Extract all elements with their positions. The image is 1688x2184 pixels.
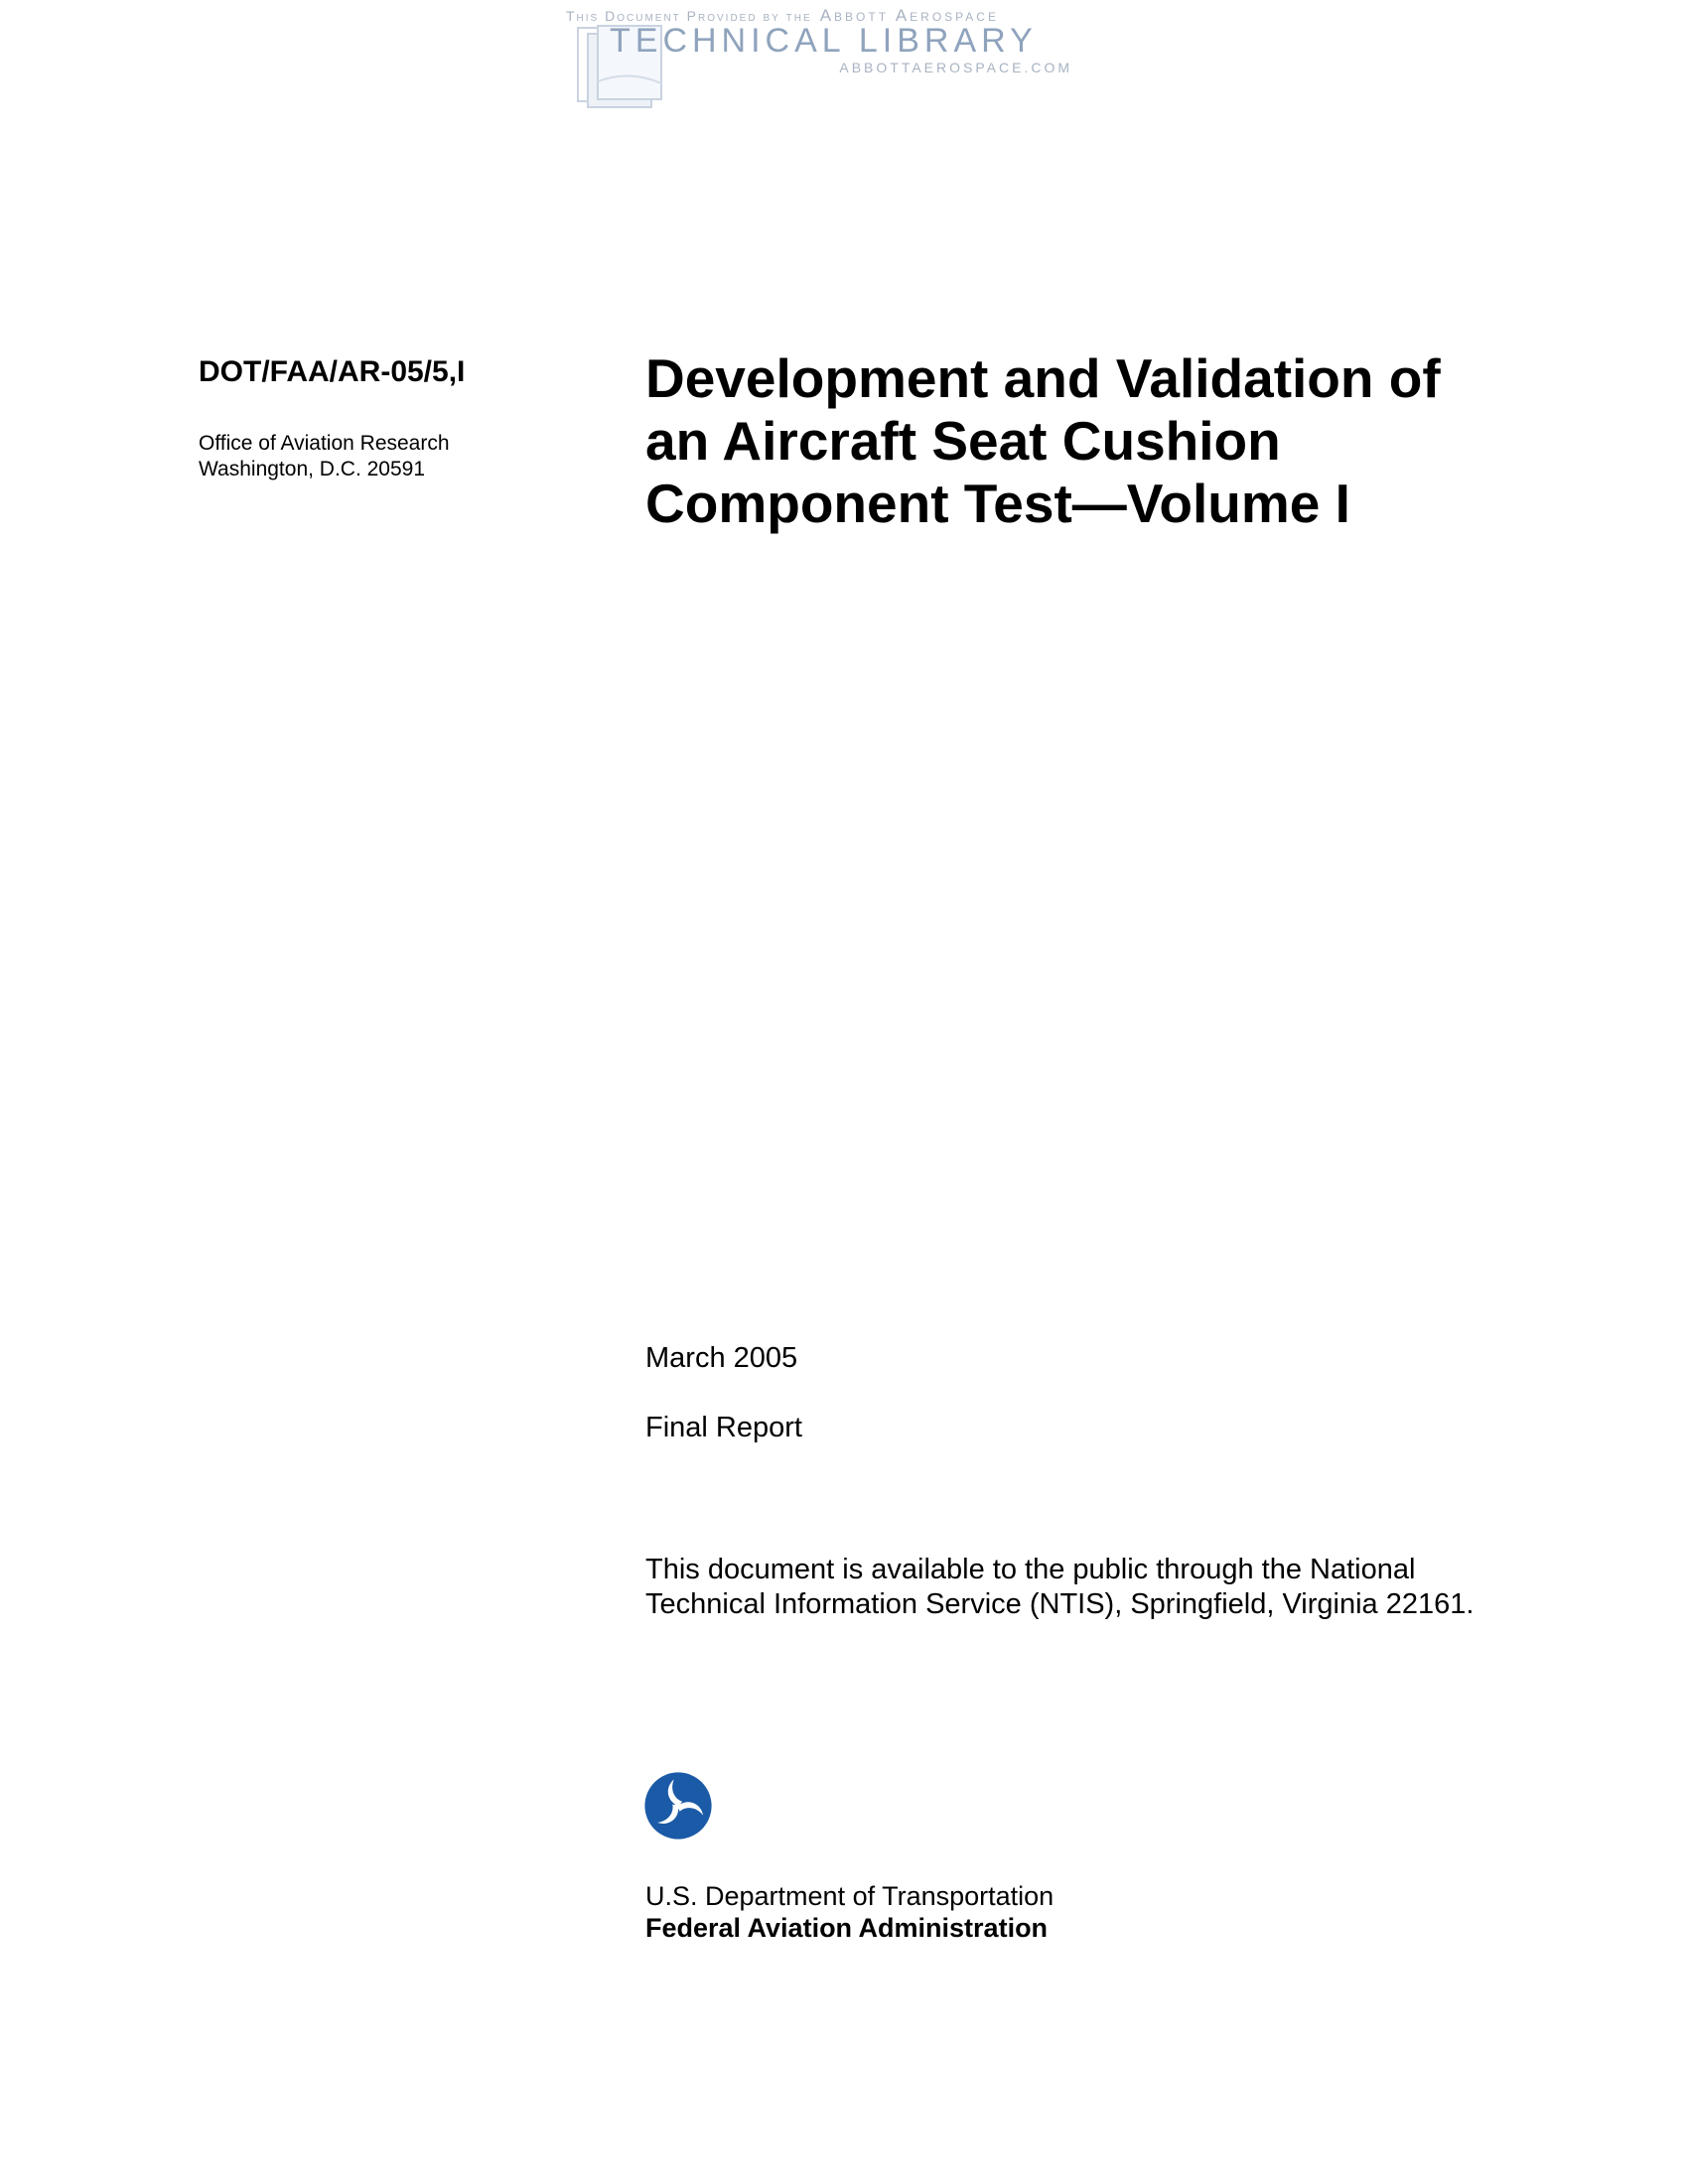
title-line-2: an Aircraft Seat Cushion	[645, 410, 1281, 472]
dot-triskelion-logo-icon	[643, 1771, 713, 1841]
title-line-3: Component Test—Volume I	[645, 473, 1350, 534]
office-address: Washington, D.C. 20591	[199, 458, 426, 480]
watermark-website: ABBOTTAEROSPACE.COM	[839, 60, 1072, 75]
administration-name: Federal Aviation Administration	[645, 1913, 1049, 1943]
watermark-brand: Abbott Aerospace	[819, 6, 999, 25]
report-type: Final Report	[645, 1412, 802, 1443]
report-number: DOT/FAA/AR-05/5,I	[199, 355, 466, 388]
availability-statement	[645, 1553, 1474, 1622]
report-date: March 2005	[645, 1342, 798, 1374]
watermark-provided-text: This Document Provided by the	[566, 8, 812, 24]
availability-line-1: This document is available to the public through the National	[645, 1554, 1416, 1585]
availability-line-2: Technical Information Service (NTIS), Springfield, Virginia 22161.	[645, 1588, 1475, 1620]
office-block	[199, 431, 450, 482]
agency-block	[645, 1880, 1054, 1944]
report-title	[645, 347, 1618, 535]
watermark-library-title: TECHNICAL LIBRARY	[610, 22, 1038, 60]
office-name: Office of Aviation Research	[199, 432, 450, 455]
department-name: U.S. Department of Transportation	[645, 1881, 1055, 1911]
title-line-1: Development and Validation of	[645, 347, 1441, 409]
library-watermark	[566, 4, 1082, 113]
